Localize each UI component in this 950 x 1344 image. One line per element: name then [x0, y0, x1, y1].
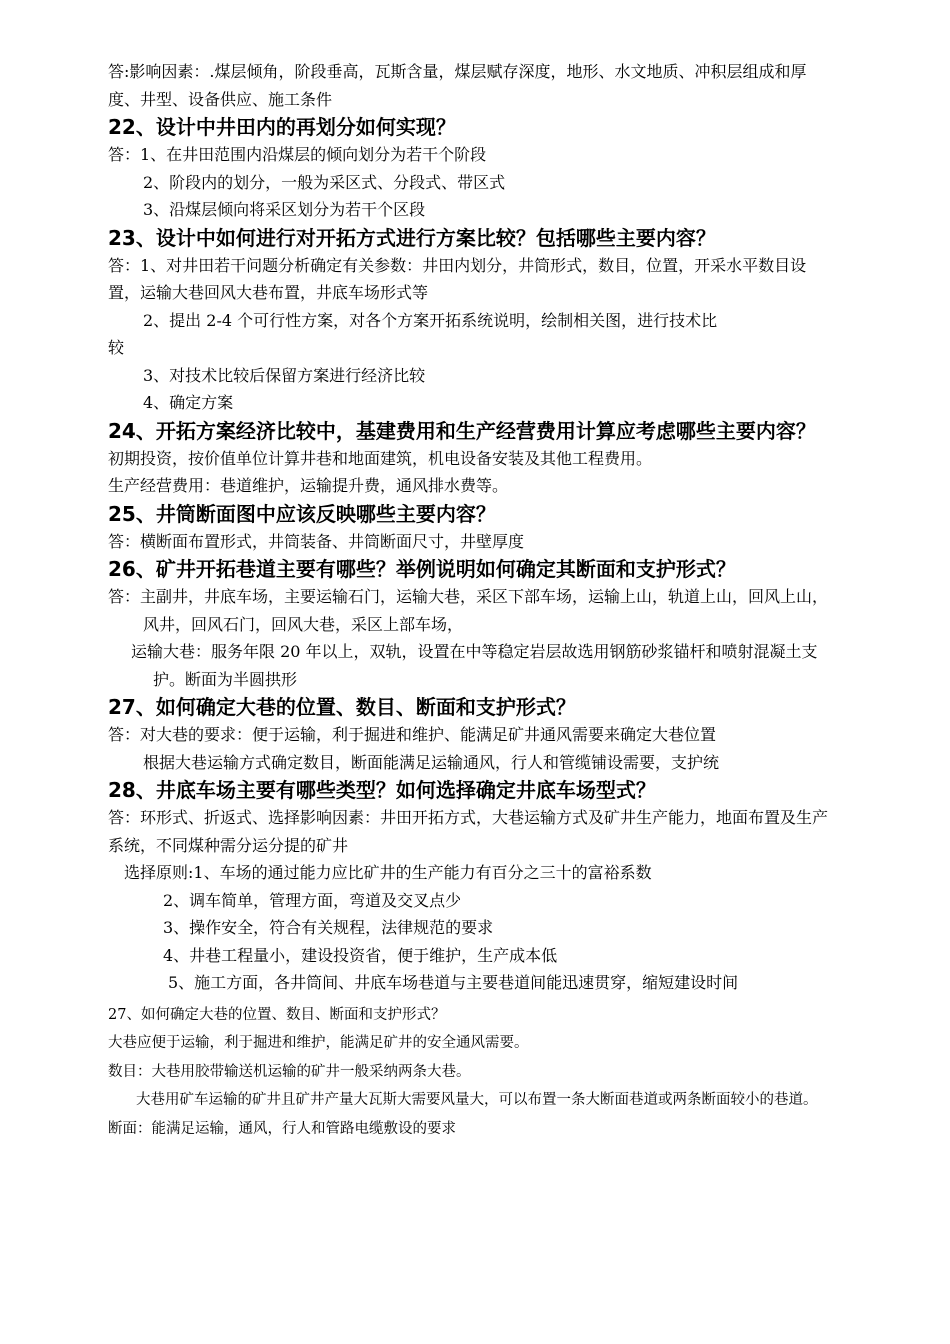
small-answer-count-detail: 大巷用矿车运输的矿井且矿井产量大瓦斯大需要风量大，可以布置一条大断面巷道或两条断面较小的巷道。 [136, 1092, 818, 1109]
answer-23-item-2: 2、提出 2-4 个可行性方案，对各个方案开拓系统说明，绘制相关图，进行技术比 [143, 310, 718, 330]
answer-22-item-3: 3、沿煤层倾向将采区划分为若干个区段 [143, 200, 426, 219]
question-23: 23、设计中如何进行对开拓方式进行方案比较？包括哪些主要内容？ [108, 225, 716, 250]
small-answer-section: 断面：能满足运输，通风，行人和管路电缆敷设的要求 [108, 1120, 456, 1137]
question-24: 24、开拓方案经济比较中，基建费用和生产经营费用计算应考虑哪些主要内容？ [108, 418, 816, 443]
document-body [108, 58, 836, 1143]
answer-28-types: 答：环形式、折返式、选择影响因素：井田开拓方式，大巷运输方式及矿井生产能力，地面布置及生产系统，不同煤种需分运分提的矿井 [108, 808, 829, 855]
answer-21: 答:影响因素：.煤层倾角，阶段垂高，瓦斯含量，煤层赋存深度，地形、水文地质、冲积层组成和厚度、井型、设备供应、施工条件 [108, 62, 807, 109]
answer-23-item-1: 答：1、对井田若干问题分析确定有关参数：井田内划分，井筒形式，数目，位置，开采水平数目设置，运输大巷回风大巷布置，井底车场形式等 [108, 255, 807, 302]
answer-27-position: 答：对大巷的要求：便于运输，利于掘进和维护、能满足矿井通风需要来确定大巷位置 [108, 725, 717, 744]
answer-23-item-2-cont: 较 [108, 338, 125, 357]
small-answer-position: 大巷应便于运输，利于掘进和维护，能满足矿井的安全通风需要。 [108, 1035, 529, 1052]
question-28: 28、井底车场主要有哪些类型？如何选择确定井底车场型式？ [108, 778, 656, 802]
answer-28-principle-3: 3、操作安全，符合有关规程，法律规范的要求 [163, 918, 494, 937]
answer-23-item-4: 4、确定方案 [143, 393, 234, 412]
answer-22-item-2: 2、阶段内的划分，一般为采区式、分段式、带区式 [143, 172, 506, 192]
answer-23-item-3: 3、对技术比较后保留方案进行经济比较 [143, 365, 426, 385]
answer-27-count: 根据大巷运输方式确定数目，断面能满足运输通风，行人和管缆铺设需要，支护统 [143, 752, 720, 772]
answer-24-initial: 初期投资，按价值单位计算井巷和地面建筑，机电设备安装及其他工程费用。 [108, 448, 653, 468]
answer-22-item-1: 答：1、在井田范围内沿煤层的倾向划分为若干个阶段 [108, 145, 487, 164]
answer-28-principle-4: 4、井巷工程量小，建设投资省，便于维护，生产成本低 [163, 945, 558, 965]
answer-28-principle-5: 5、施工方面，各井筒间、井底车场巷道与主要巷道间能迅速贯穿，缩短建设时间 [168, 973, 739, 992]
answer-28-principle-1: 选择原则:1、车场的通过能力应比矿井的生产能力有百分之三十的富裕系数 [124, 863, 652, 882]
question-26: 26、矿井开拓巷道主要有哪些？举例说明如何确定其断面和支护形式？ [108, 557, 736, 581]
question-25: 25、井筒断面图中应该反映哪些主要内容？ [108, 501, 496, 526]
question-27: 27、如何确定大巷的位置、数目、断面和支护形式？ [108, 695, 576, 719]
answer-26-list: 答：主副井，井底车场，主要运输石门，运输大巷，采区下部车场，运输上山，轨道上山，回风上山，风井，回风石门，回风大巷，采区上部车场， [108, 587, 829, 634]
answer-24-operating: 生产经营费用：巷道维护，运输提升费，通风排水费等。 [108, 476, 509, 495]
answer-28-principle-2: 2、调车简单，管理方面，弯道及交叉点少 [163, 890, 462, 910]
question-22: 22、设计中井田内的再划分如何实现？ [108, 115, 456, 139]
small-answer-count: 数目：大巷用胶带输送机运输的矿井一般采纳两条大巷。 [108, 1063, 471, 1080]
answer-25: 答：横断面布置形式，井筒装备、井筒断面尺寸，井壁厚度 [108, 531, 525, 551]
small-question-27: 27、如何确定大巷的位置、数目、断面和支护形式？ [108, 1006, 446, 1023]
answer-26-example: 运输大巷：服务年限 20 年以上，双轨，设置在中等稳定岩层故选用钢筋砂浆锚杆和喷射混凝土支护。断面为半圆拱形 [131, 642, 818, 689]
